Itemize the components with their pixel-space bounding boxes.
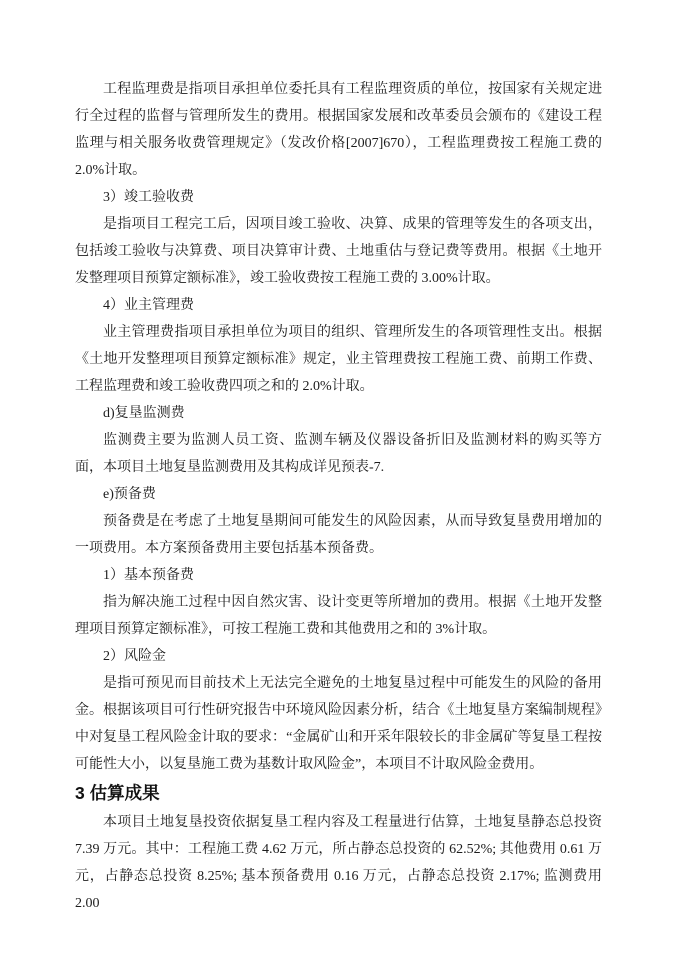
section-heading-estimation-results: 3 估算成果 xyxy=(75,783,160,803)
subheading-reclamation-monitoring-fee: d)复垦监测费 xyxy=(103,406,185,421)
subheading-risk-fund: 2）风险金 xyxy=(103,649,166,664)
para-investment-estimate: 本项目土地复垦投资依据复垦工程内容及工程量进行估算，土地复垦静态总投资 7.39 万元。其中：工程施工费 4.62 万元，所占静态总投资的 62.52%; 其他费用 0.61 万元，占静态总投资 8.25%; 基本预备费用 0.16 万元，占静态总投资 2.17%; 监测费用 2.00 xyxy=(75,815,602,911)
subheading-basic-reserve-fee: 1）基本预备费 xyxy=(103,568,194,583)
para-risk-fund-definition: 是指可预见而目前技术上无法完全避免的土地复垦过程中可能发生的风险的备用金。根据该项目可行性研究报告中环境风险因素分析，结合《土地复垦方案编制规程》中对复垦工程风险金计取的要求：“金属矿山和开采年限较长的非金属矿等复垦工程按可能性大小，以复垦施工费为基数计取风险金”，本项目不计取风险金费用。 xyxy=(75,676,602,772)
subheading-reserve-fee: e)预备费 xyxy=(103,487,156,502)
document-content xyxy=(75,76,602,917)
para-reserve-fee-definition: 预备费是在考虑了土地复垦期间可能发生的风险因素，从而导致复垦费用增加的一项费用。本方案预备费用主要包括基本预备费。 xyxy=(75,514,602,556)
subheading-owner-management-fee: 4）业主管理费 xyxy=(103,298,194,313)
para-monitoring-fee-definition: 监测费主要为监测人员工资、监测车辆及仪器设备折旧及监测材料的购买等方面，本项目土地复垦监测费用及其构成详见预表-7. xyxy=(75,433,602,475)
para-owner-management-definition: 业主管理费指项目承担单位为项目的组织、管理所发生的各项管理性支出。根据《土地开发整理项目预算定额标准》规定，业主管理费按工程施工费、前期工作费、工程监理费和竣工验收费四项之和的 2.0%计取。 xyxy=(75,325,602,394)
para-supervision-fee-definition: 工程监理费是指项目承担单位委托具有工程监理资质的单位，按国家有关规定进行全过程的监督与管理所发生的费用。根据国家发展和改革委员会颁布的《建设工程监理与相关服务收费管理规定》（发改价格[2007]670），工程监理费按工程施工费的 2.0%计取。 xyxy=(75,82,602,178)
subheading-completion-acceptance-fee: 3）竣工验收费 xyxy=(103,190,194,205)
para-completion-acceptance-definition: 是指项目工程完工后，因项目竣工验收、决算、成果的管理等发生的各项支出，包括竣工验收与决算费、项目决算审计费、土地重估与登记费等费用。根据《土地开发整理项目预算定额标准》，竣工验收费按工程施工费的 3.00%计取。 xyxy=(75,217,602,286)
para-basic-reserve-definition: 指为解决施工过程中因自然灾害、设计变更等所增加的费用。根据《土地开发整理项目预算定额标准》，可按工程施工费和其他费用之和的 3%计取。 xyxy=(75,595,602,637)
